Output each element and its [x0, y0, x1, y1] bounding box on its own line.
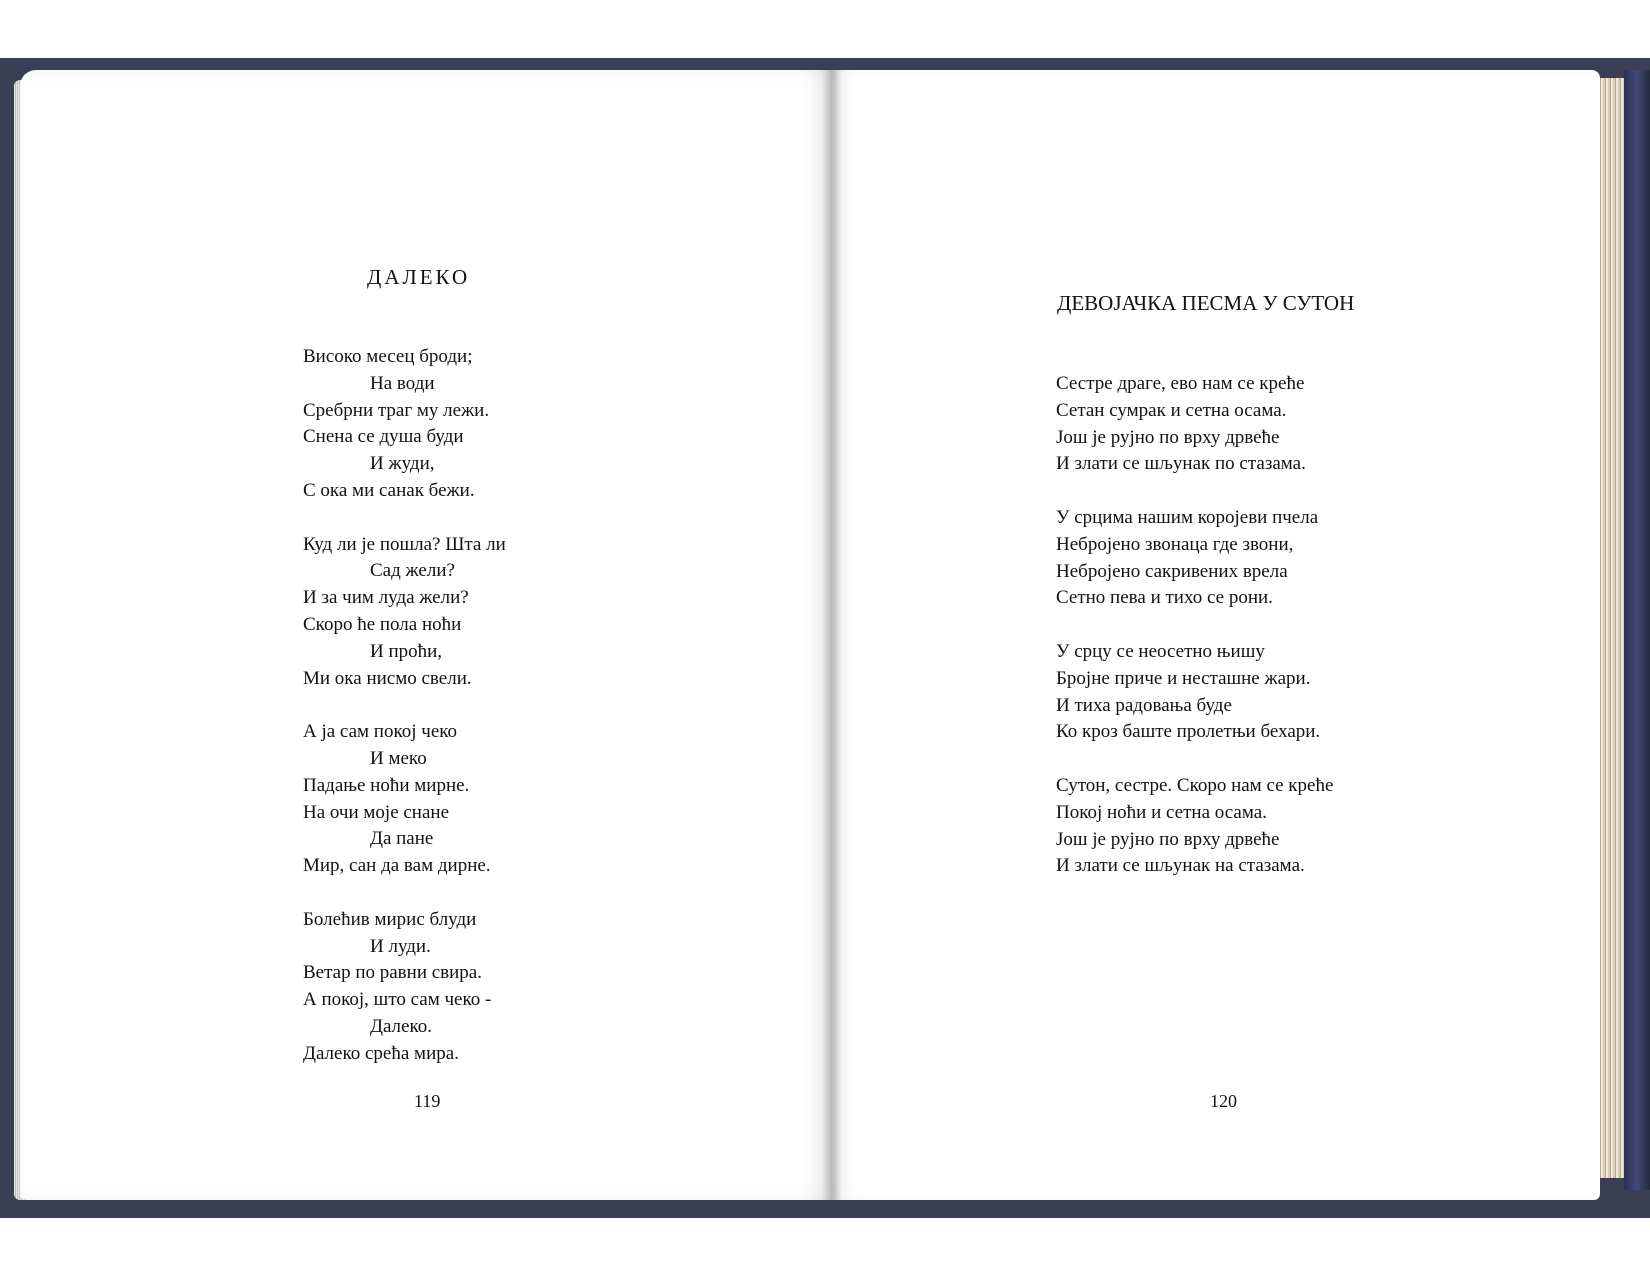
left-poem-line: Високо месец броди;: [303, 346, 473, 367]
stanza-gap: [1056, 746, 1333, 773]
right-poem-title: ДЕВОЈАЧКА ПЕСМА У СУТОН: [1057, 291, 1355, 315]
left-page-number: 119: [414, 1091, 441, 1111]
left-poem-line: Снена се душа буди: [303, 426, 464, 448]
right-poem-body: [1056, 371, 1333, 880]
left-poem-line: Падање ноћи мирне.: [303, 774, 470, 796]
right-poem-line: Бројне приче и несташне жари.: [1056, 667, 1311, 689]
stanza-gap: [303, 505, 506, 532]
page-stack-edge: [1598, 78, 1624, 1178]
right-poem-line: Сетно пева и тихо се рони.: [1056, 587, 1273, 609]
right-poem-line: Сетан сумрак и сетна осама.: [1056, 399, 1287, 421]
right-poem-line: И тиха радовања буде: [1056, 694, 1232, 716]
left-poem-line: На води: [370, 372, 435, 394]
stanza-gap: [303, 880, 506, 907]
right-poem-line: У срцу се неосетно њишу: [1056, 640, 1265, 662]
left-poem-line: Ми ока нисмо свели.: [303, 667, 472, 689]
left-poem-line: Мир, сан да вам дирне.: [303, 855, 491, 877]
left-poem-line: Куд ли је пошла? Шта ли: [303, 533, 506, 555]
right-page-number: 120: [1210, 1091, 1237, 1111]
right-poem-line: Небројено сакривених врела: [1056, 560, 1288, 582]
left-poem-line: Ветар по равни свира.: [303, 962, 482, 984]
right-poem-line: Још је рујно по врху дрвеће: [1056, 828, 1280, 850]
left-poem-line: А ја сам покој чеко: [303, 721, 458, 743]
left-poem-line: И меко: [370, 747, 427, 769]
left-poem-line: И жуди,: [370, 453, 435, 475]
left-poem-line: Сад жели?: [370, 560, 455, 582]
right-poem-line: Небројено звонаца где звони,: [1056, 533, 1294, 555]
left-poem-line: И луди.: [370, 935, 431, 957]
left-poem-line: С ока ми санак бежи.: [303, 479, 475, 501]
left-poem-line: Сребрни траг му лежи.: [303, 399, 490, 421]
book-cover-edge: [1624, 70, 1650, 1190]
right-poem-line: Сутон, сестре. Скоро нам се креће: [1056, 774, 1334, 796]
left-poem-line: Далеко срећа мира.: [303, 1042, 459, 1064]
book-gutter: [822, 70, 842, 1200]
right-poem-line: И злати се шљунак на стазама.: [1056, 855, 1305, 877]
left-poem-line: На очи моје снане: [303, 801, 450, 823]
left-poem-line: Далеко.: [370, 1015, 432, 1037]
right-poem-line: Ко кроз баште пролетњи бехари.: [1056, 721, 1321, 743]
stanza-gap: [1056, 612, 1333, 639]
right-poem-line: И злати се шљунак по стазама.: [1056, 453, 1306, 475]
left-poem-line: Болећив мирис блуди: [303, 908, 477, 930]
stanza-gap: [303, 692, 506, 719]
left-poem-body: [303, 344, 506, 1068]
left-poem-line: Да пане: [370, 828, 434, 850]
left-poem-line: И за чим луда жели?: [303, 587, 469, 609]
left-poem-line: Скоро ће пола ноћи: [303, 613, 462, 635]
left-poem-line: И проћи,: [370, 640, 443, 662]
right-poem-line: Сестре драге, ево нам се креће: [1056, 373, 1305, 394]
right-poem-line: Још је рујно по врху дрвеће: [1056, 426, 1280, 448]
stanza-gap: [1056, 478, 1333, 505]
left-poem-title: ДАЛЕКО: [367, 265, 471, 289]
left-poem-line: А покој, што сам чеко -: [303, 989, 492, 1011]
right-poem-line: У срцима нашим коројеви пчела: [1056, 506, 1319, 528]
right-poem-line: Покој ноћи и сетна осама.: [1056, 801, 1267, 823]
